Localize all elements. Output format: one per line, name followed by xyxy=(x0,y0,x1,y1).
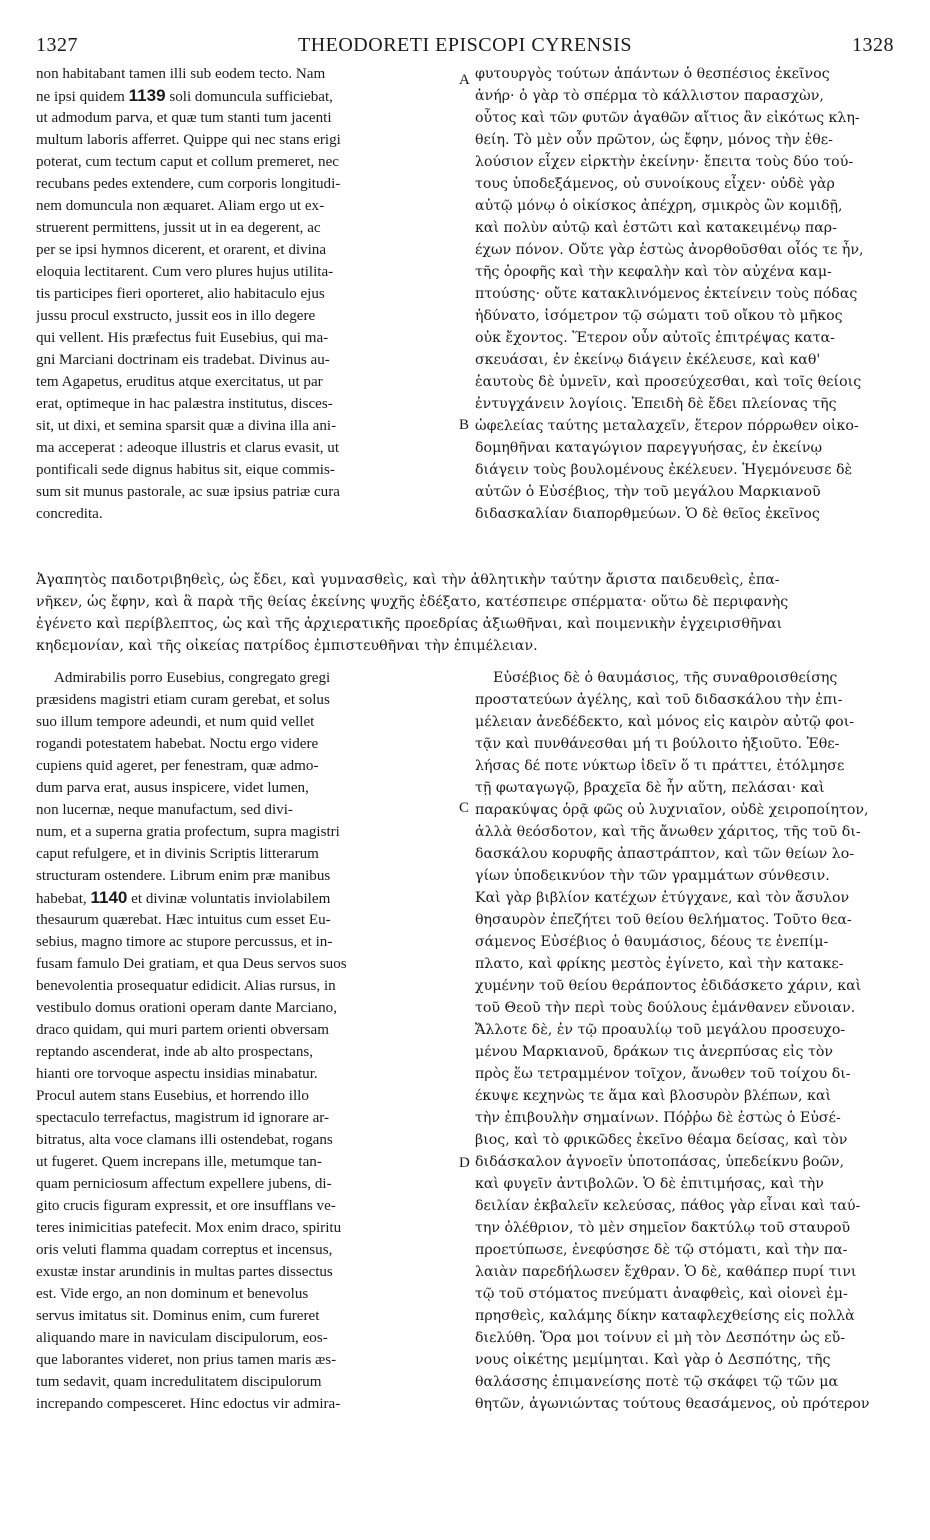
greek-column-bottom xyxy=(475,667,905,1415)
text-line: θαλάσσης ἐπιμανείσης ποτὲ τῷ σκάφει τῷ τῶν μα xyxy=(475,1374,839,1390)
text-line: dum parva erat, ausus inspicere, videt lumen, xyxy=(36,780,309,796)
text-line: ἐγένετο καὶ περίβλεπτος, ὡς καὶ τῆς ἀρχιερατικῆς προεδρίας ἀξιωθῆναι, καὶ ποιμενικὴν ἐγχειρισθῆναι xyxy=(36,616,783,632)
text-line: φυτουργὸς τούτων ἁπάντων ὁ θεσπέσιος ἐκεῖνος xyxy=(475,66,830,82)
text-line: draco quidam, qui muri partem orienti obversam xyxy=(36,1022,329,1038)
text-line: non habitabant tamen illi sub eodem tecto. Nam xyxy=(36,66,326,82)
text-line: structuram ostendere. Librum enim præ manibus xyxy=(36,868,331,884)
text-line xyxy=(36,85,456,107)
text-line: ὠφελείας ταύτης μεταλαχεῖν, ἕτερον πόρρωθεν οἰκο- xyxy=(475,418,859,434)
text-line: eloquia lectitarent. Cum vero plures hujus utilita- xyxy=(36,264,334,280)
inline-page-number: 1139 xyxy=(128,86,166,105)
text-line: σκευάσαι, ἐν ἐκείνῳ διάγειν ἐκέλευσε, καὶ καθ' xyxy=(475,352,821,368)
text-line: caput refulgere, et in divinis Scriptis litterarum xyxy=(36,846,319,862)
text-line: Procul autem stans Eusebius, et horrendo illo xyxy=(36,1088,309,1104)
text-line xyxy=(36,887,456,909)
text-line: gni Marciani doctrinam eis tradebat. Divinus au- xyxy=(36,352,330,368)
inline-page-number: 1140 xyxy=(90,888,128,907)
text-line: σάμενος Εὐσέβιος ὁ θαυμάσιος, δέους τε ἐνεπίμ- xyxy=(475,934,829,950)
text-line: fusam famulo Dei gratiam, et qua Deus servos suos xyxy=(36,956,347,972)
text-line: hianti ore torvoque aspectu insidias minabatur. xyxy=(36,1066,318,1082)
text-line: διάγειν τοὺς βουλομένους ἐκέλευεν. Ἡγεμόνευσε δὲ xyxy=(475,462,853,478)
text-line: que laborantes videret, non prius tamen maris æs- xyxy=(36,1352,337,1368)
text-line: αὐτῶν ὁ Εὐσέβιος, τὴν τοῦ μεγάλου Μαρκιανοῦ xyxy=(475,484,821,500)
text-line: καὶ φυγεῖν ἀντιβολῶν. Ὁ δὲ ἐπιτιμήσας, καὶ τὴν xyxy=(475,1176,824,1192)
text-line: μένου Μαρκιανοῦ, δράκων τις ἀνερπύσας εἰς τὸν xyxy=(475,1044,833,1060)
text-line: τους ὑποδεξάμενος, οὐ συνοίκους εἶχεν· οὐδὲ γὰρ xyxy=(475,176,835,192)
page-header xyxy=(36,34,894,60)
text-line: παρακύψας ὁρᾷ φῶς οὐ λυχνιαῖον, οὐδὲ χειροποίητον, xyxy=(475,802,869,818)
text-line: πτούσης· οὔτε κατακλινόμενος ἐκτείνειν τοὺς πόδας xyxy=(475,286,858,302)
text-line: sebius, magno timore ac stupore percussus, et in- xyxy=(36,934,333,950)
text-line: spectaculo terrefactus, magistrum id ignorare ar- xyxy=(36,1110,330,1126)
text-line: poterat, cum tectum caput et collum premeret, nec xyxy=(36,154,340,170)
text-line: λήσας δέ ποτε νύκτωρ ἰδεῖν ὅ τι πράττει, ἐτόλμησε xyxy=(475,758,845,774)
text-line: Εὐσέβιος δὲ ὁ θαυμάσιος, τῆς συναθροισθείσης xyxy=(493,670,838,686)
text-fragment: et divinæ voluntatis inviolabilem xyxy=(131,891,331,907)
latin-column-top xyxy=(36,63,456,525)
text-line: χυμένην τοῦ θείου θεράποντος ἐδιδάσκετο χάριν, καὶ xyxy=(475,978,862,994)
text-line: δασκάλου κορυφῆς ἀπαστράπτον, καὶ τῶν θείων λο- xyxy=(475,846,855,862)
text-line: Ἀγαπητὸς παιδοτριβηθεὶς, ὡς ἔδει, καὶ γυμνασθεὶς, καὶ τὴν ἀθλητικὴν ταύτην ἄριστα παιδευθεὶς, ἐπα- xyxy=(36,572,780,588)
text-line: γίων ὑποδεικνύον τὴν τῶν γραμμάτων σύνθεσιν. xyxy=(475,868,830,884)
text-line: tem Agapetus, eruditus atque exercitatus, ut par xyxy=(36,374,323,390)
text-line: αὐτῷ μόνῳ ὁ οἰκίσκος ἀπέχρη, σμικρὸς ὢν κομιδῇ, xyxy=(475,198,843,214)
text-line: τᾷν καὶ πυνθάνεσθαι μή τι βούλοιτο ἠξιοῦτο. Ἐθε- xyxy=(475,736,840,752)
text-line: λούσιον εἶχεν εἱρκτὴν ἐκείνην· ἔπειτα τοὺς δύο τού- xyxy=(475,154,854,170)
text-line: gito crucis figuram expressit, et ore insufflans ve- xyxy=(36,1198,336,1214)
text-line: διδασκαλίαν διαπορθμεύων. Ὁ δὲ θεῖος ἐκεῖνος xyxy=(475,506,820,522)
text-line: recubans pedes extendere, cum corporis longitudi- xyxy=(36,176,341,192)
text-line: rogandi potestatem habebat. Noctu ergo videre xyxy=(36,736,319,752)
text-line: increpando compesceret. Hinc edoctus vir admira- xyxy=(36,1396,341,1412)
text-line: sit, ut dixi, et semina sparsit quæ a divina illa ani- xyxy=(36,418,337,434)
running-title: THEODORETI EPISCOPI CYRENSIS xyxy=(297,34,633,56)
text-line: πρησθεὶς, καλάμης δίκην καταφλεχθείσης εἰς πολλὰ xyxy=(475,1308,855,1324)
text-line: δομηθῆναι καταγώγιον παρεγγυήσας, ἐν ἐκείνῳ xyxy=(475,440,823,456)
text-line: Ἄλλοτε δὲ, ἐν τῷ προαυλίῳ τοῦ μεγάλου προσευχο- xyxy=(475,1022,846,1038)
text-line: sum sit munus pastorale, ac suæ ipsius patriæ cura xyxy=(36,484,340,500)
text-line: oris veluti flamma quadam correptus et incensus, xyxy=(36,1242,333,1258)
text-line: δειλίαν ἐκβαλεῖν κελεύσας, πάθος γὰρ εἶναι καὶ ταύ- xyxy=(475,1198,861,1214)
text-line: τὴν ἐπιβουλὴν σημαίνων. Πόῤῥω δὲ ἑστὼς ὁ Εὐσέ- xyxy=(475,1110,841,1126)
text-line: benevolentia prosequatur edidicit. Alias rursus, in xyxy=(36,978,336,994)
text-line: aliquando mare in naviculam discipulorum, eos- xyxy=(36,1330,328,1346)
text-line: διδάσκαλον ἀγνοεῖν ὑποτοπάσας, ὑπεδείκνυ βοῶν, xyxy=(475,1154,845,1170)
text-line: pontificali sede dignus habitus sit, eique commis- xyxy=(36,462,335,478)
text-line: concredita. xyxy=(36,506,103,522)
text-line: num, et a superna gratia profectum, supra magistri xyxy=(36,824,340,840)
text-line: προστατεύων ἀγέλης, καὶ τοῦ διδασκάλου τὴν ἐπι- xyxy=(475,692,843,708)
text-line: ἑαυτοὺς δὲ ὑμνεῖν, καὶ προσεύχεσθαι, καὶ τοῖς θείοις xyxy=(475,374,862,390)
text-line: præsidens magistri etiam curam gerebat, et solus xyxy=(36,692,330,708)
text-line: multum laboris afferret. Quippe qui nec stans erigi xyxy=(36,132,341,148)
text-line: struerent permittens, jussit ut in ea degerent, ac xyxy=(36,220,321,236)
text-line: έχων πόνον. Οὔτε γὰρ ἑστὼς ἀνορθοῦσθαι οἷός τε ἦν, xyxy=(475,242,864,258)
text-line: ἀνήρ· ὁ γὰρ τὸ σπέρμα τὸ κάλλιστον παρασχὼν, xyxy=(475,88,824,104)
text-line: νῆκεν, ὡς ἔφην, καὶ ἃ παρὰ τῆς θείας ἐκείνης ψυχῆς ἐδέξατο, κατέσπειρε σπέρματα· οὕτω δὲ περιφανὴς xyxy=(36,594,789,610)
text-line: Καὶ γὰρ βιβλίον κατέχων ἐτύγχανε, καὶ τὸν ἄσυλον xyxy=(475,890,850,906)
text-fragment: ne ipsi quidem xyxy=(36,89,125,105)
text-line: vestibulo domus orationi operam dante Marciano, xyxy=(36,1000,337,1016)
text-line: nem domuncula non æquaret. Aliam ergo ut ex- xyxy=(36,198,325,214)
text-line: ma acceperat : adeoque illustris et clarus evasit, ut xyxy=(36,440,340,456)
text-line: reptando ascenderat, inde ab alto prospectans, xyxy=(36,1044,314,1060)
text-line: οὗτος καὶ τῶν φυτῶν ἀγαθῶν αἴτιος ἂν εἰκότως κλη- xyxy=(475,110,860,126)
text-line: non lucernæ, neque manufactum, sed divi- xyxy=(36,802,293,818)
right-page-number: 1328 xyxy=(852,34,894,56)
text-line: est. Vide ergo, an non dominum et benevolus xyxy=(36,1286,309,1302)
text-line: ut admodum parva, et quæ tum stanti tum jacenti xyxy=(36,110,332,126)
text-line: bitratus, alta voce clamans illi ostendebat, rogans xyxy=(36,1132,333,1148)
text-line: προετύπωσε, ἐνεφύσησε δὲ τῷ στόματι, καὶ τὴν πα- xyxy=(475,1242,848,1258)
section-marker-d: D xyxy=(459,1155,470,1171)
text-line: quam perniciosum affectum expellere jubens, di- xyxy=(36,1176,332,1192)
section-marker-c: C xyxy=(459,800,470,816)
text-line: θητῶν, ἀγωνιώντας τούτους θεασάμενος, οὐ πρότερον xyxy=(475,1396,870,1412)
text-line: erat, optimeque in hac palæstra institutus, disces- xyxy=(36,396,333,412)
text-line: διελύθη. Ὅρα μοι τοίνυν εἰ μὴ τὸν Δεσπότην ὡς εὔ- xyxy=(475,1330,846,1346)
text-line: teres inimicitias patefecit. Mox enim draco, spiritu xyxy=(36,1220,342,1236)
text-line: per se ipsi hymnos dicerent, et orarent, et divina xyxy=(36,242,327,258)
text-line: βιος, καὶ τὸ φρικῶδες ἐκεῖνο θέαμα δείσας, καὶ τὸν xyxy=(475,1132,848,1148)
greek-column-top xyxy=(475,63,905,525)
text-line: νους οἰκέτης μεμίμηται. Καὶ γὰρ ὁ Δεσπότης, τῆς xyxy=(475,1352,831,1368)
text-fragment: soli domuncula sufficiebat, xyxy=(169,89,333,105)
text-line: οὐκ ἔχοντος. Ἕτερον οὖν αὐτοῖς ἐπιτρέψας κατα- xyxy=(475,330,835,346)
text-line: thesaurum quærebat. Hæc intuitus cum esset Eu- xyxy=(36,912,331,928)
text-line: ἀλλὰ θεόσδοτον, καὶ τῆς ἄνωθεν χάριτος, τῆς τοῦ δι- xyxy=(475,824,861,840)
text-line: θησαυρὸν ἐπεζήτει τοῦ θείου θελήματος. Τοῦτο θεα- xyxy=(475,912,852,928)
text-line: servus imitatus sit. Dominus enim, cum fureret xyxy=(36,1308,320,1324)
text-line: μέλειαν ἀνεδέδεκτο, καὶ μόνος εἰς καιρὸν αὐτῷ φοι- xyxy=(475,714,855,730)
text-line: ἠδύνατο, ἰσόμετρον τῷ σώματι τοῦ οἴκου τὸ μῆκος xyxy=(475,308,843,324)
text-line: tis participes fieri oporteret, alio habitaculo ejus xyxy=(36,286,325,302)
text-line: πρὸς ἕω τετραμμένον τοῖχον, ἄνωθεν τοῦ τοίχου δι- xyxy=(475,1066,851,1082)
text-line: suo illum tempore adeundi, et num quid vellet xyxy=(36,714,315,730)
text-line: καὶ πολὺν αὐτῷ καὶ ἑστῶτι καὶ κατακειμένῳ παρ- xyxy=(475,220,837,236)
text-line: τοῦ Θεοῦ τὴν περὶ τοὺς δούλους ἐμάνθανεν εὔνοιαν. xyxy=(475,1000,856,1016)
text-line: ἐντυγχάνειν λογίοις. Ἐπειδὴ δὲ ἔδει πλείονας τῆς xyxy=(475,396,837,412)
text-line: jussu procul exstructo, jussit eos in illo degere xyxy=(36,308,316,324)
text-line: exustæ instar arundinis in multas partes dissectus xyxy=(36,1264,333,1280)
section-marker-a: A xyxy=(459,72,470,88)
greek-full-width-block xyxy=(36,569,904,657)
text-line: τῷ τοῦ στόματος πνεύματι ἀναφθεὶς, καὶ οἱονεὶ ἐμ- xyxy=(475,1286,848,1302)
text-line: τῇ φωταγωγῷ, βραχεῖα δὲ ἦν αὕτη, πελάσαι· καὶ xyxy=(475,780,825,796)
text-fragment: habebat, xyxy=(36,891,87,907)
section-marker-b: B xyxy=(459,417,470,433)
text-line: ut fugeret. Quem increpans ille, metumque tan- xyxy=(36,1154,322,1170)
text-line: πλατο, καὶ φρίκης μεστὸς ἐγίνετο, καὶ τὴν κατακε- xyxy=(475,956,844,972)
text-line: την ὀλέθριον, τὸ μὲν σημεῖον δακτύλῳ τοῦ σταυροῦ xyxy=(475,1220,851,1236)
text-line: τῆς ὀροφῆς καὶ τὴν κεφαλὴν καὶ τὸν αὐχένα καμ- xyxy=(475,264,832,280)
latin-column-bottom xyxy=(36,667,456,1415)
text-line: tum sedavit, quam incredulitatem discipulorum xyxy=(36,1374,322,1390)
text-line: θείη. Τὸ μὲν οὖν πρῶτον, ὡς ἔφην, μόνος τὴν ἐθε- xyxy=(475,132,833,148)
left-page-number: 1327 xyxy=(36,34,78,56)
text-line: cupiens quid ageret, per fenestram, quæ admo- xyxy=(36,758,319,774)
text-line: λαιὰν παρεδήλωσεν ἔχθραν. Ὁ δὲ, καθάπερ πυρί τινι xyxy=(475,1264,857,1280)
text-line: Admirabilis porro Eusebius, congregato gregi xyxy=(54,670,331,686)
text-line: qui vellent. His præfectus fuit Eusebius, qui ma- xyxy=(36,330,329,346)
text-line: έκυψε κεχηνὼς τε ἅμα καὶ βλοσυρὸν βλέπων, καὶ xyxy=(475,1088,832,1104)
text-line: κηδεμονίαν, καὶ τῆς οἰκείας πατρίδος ἐμπιστευθῆναι τὴν ἐπιμέλειαν. xyxy=(36,638,538,654)
